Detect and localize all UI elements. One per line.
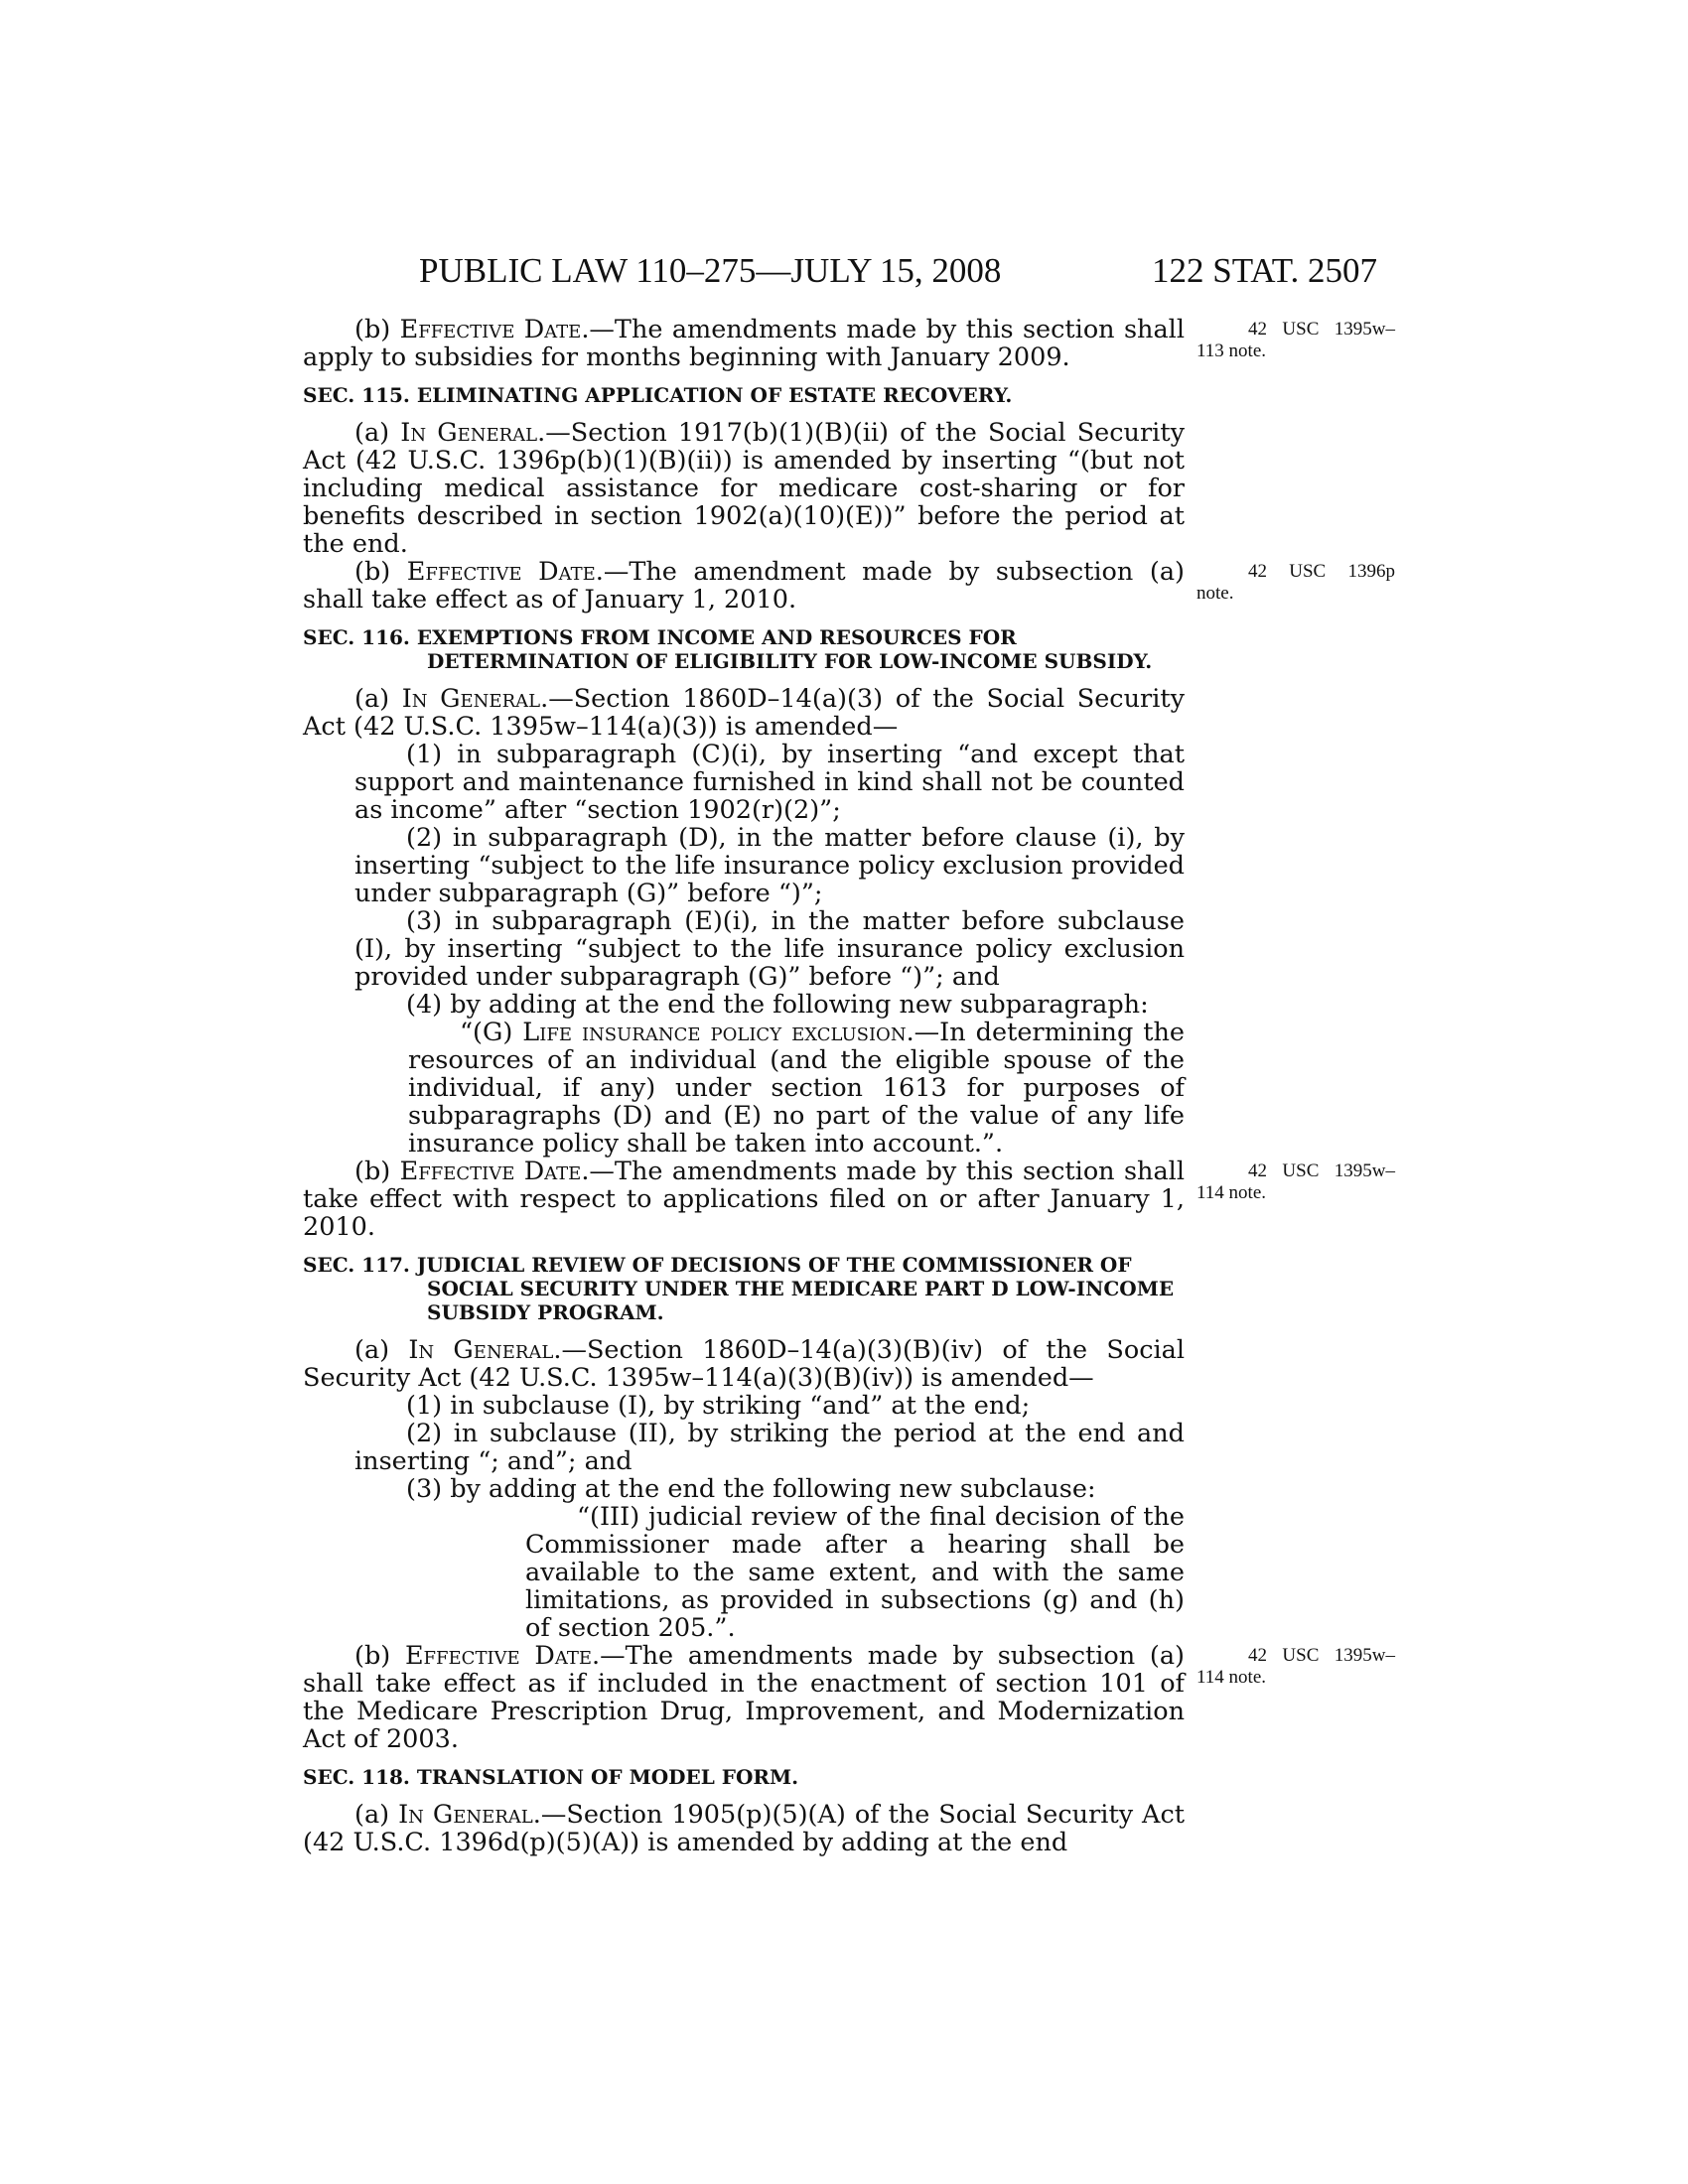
paragraph-item: (3) by adding at the end the following new subclause: xyxy=(406,1474,1096,1504)
effective-date-paragraph: (b) Effective Date.—The amendments made by this section shall take effect with respect to applications filed on or after January 1, 2010. 42 USC 1395w–114 note. xyxy=(303,1157,1395,1242)
effective-date-paragraph: (b) Effective Date.—The amendment made by subsection (a) shall take effect as of January 1, 2010. 42 USC 1396p note. xyxy=(303,557,1395,614)
subparagraph-item: “(G) Life insurance policy exclusion.—In determining the resources of an individual (and the eligible spouse of the individual, if any) under section 1613 for purposes of subparagraphs (D) and (E) no part of the value of any life insurance policy shall be taken into account.”. xyxy=(408,1018,1186,1159)
subsection-paragraph: (a) In General.—Section 1905(p)(5)(A) of the Social Security Act (42 U.S.C. 1396d(p)(5)(A)) is amended by adding at the end xyxy=(303,1800,1185,1857)
section-heading: SEC. 118. TRANSLATION OF MODEL FORM. xyxy=(303,1765,799,1789)
document-body xyxy=(303,315,1395,1857)
section-heading: SEC. 117. JUDICIAL REVIEW OF DECISIONS OF THE COMMISSIONER OF SOCIAL SECURITY UNDER THE MEDICARE PART D LOW-INCOME SUBSIDY PROGRAM. xyxy=(303,1253,1175,1324)
section-heading: SEC. 116. EXEMPTIONS FROM INCOME AND RESOURCES FOR DETERMINATION OF ELIGIBILITY FOR LOW-INCOME SUBSIDY. xyxy=(303,625,1153,673)
margin-note: 42 USC 1396p note. xyxy=(1196,561,1395,604)
paragraph-item: (2) in subclause (II), by striking the period at the end and inserting “; and”; and xyxy=(354,1419,1185,1476)
page-header xyxy=(303,246,1377,296)
effective-date-paragraph: (b) Effective Date.—The amendments made by subsection (a) shall take effect as if included in the enactment of section 101 of the Medicare Prescription Drug, Improvement, and Modernization Act of 2003. 42 USC 1395w–114 note. xyxy=(303,1641,1395,1754)
paragraph-item: (4) by adding at the end the following new subparagraph: xyxy=(406,990,1149,1020)
paragraph-item: (1) in subclause (I), by striking “and” at the end; xyxy=(406,1391,1031,1421)
subclause-item: “(III) judicial review of the final decision of the Commissioner made after a hearing shall be available to the same extent, and with the same limitations, as provided in subsections (g) and (h) of section 205.”. xyxy=(525,1502,1185,1643)
subsection-paragraph: (a) In General.—Section 1917(b)(1)(B)(ii) of the Social Security Act (42 U.S.C. 1396p(b)(1)(B)(ii)) is amended by inserting “(but not including medical assistance for medicare cost-sharing or for benefits described in section 1902(a)(10)(E))” before the period at the end. xyxy=(303,418,1185,559)
statute-page-number: 122 STAT. 2507 xyxy=(1152,251,1377,290)
paragraph-item: (3) in subparagraph (E)(i), in the matter before subclause (I), by inserting “subject to the life insurance policy exclusion provided under subparagraph (G)” before “)”; and xyxy=(354,906,1185,992)
paragraph-item: (2) in subparagraph (D), in the matter before clause (i), by inserting “subject to the life insurance policy exclusion provided under subparagraph (G)” before “)”; xyxy=(354,823,1185,908)
margin-note: 42 USC 1395w–113 note. xyxy=(1196,319,1395,361)
subsection-paragraph: (a) In General.—Section 1860D–14(a)(3)(B)(iv) of the Social Security Act (42 U.S.C. 1395w–114(a)(3)(B)(iv)) is amended— xyxy=(303,1335,1185,1393)
subsection-paragraph: (a) In General.—Section 1860D–14(a)(3) of the Social Security Act (42 U.S.C. 1395w–114(a)(3)) is amended— xyxy=(303,684,1186,742)
margin-note: 42 USC 1395w–114 note. xyxy=(1196,1160,1395,1203)
effective-date-paragraph: (b) Effective Date.—The amendments made by this section shall apply to subsidies for months beginning with January 2009. 42 USC 1395w–113 note. xyxy=(303,315,1395,372)
paragraph-item: (1) in subparagraph (C)(i), by inserting “and except that support and maintenance furnished in kind shall not be counted as income” after “section 1902(r)(2)”; xyxy=(354,740,1185,825)
margin-note: 42 USC 1395w–114 note. xyxy=(1196,1645,1395,1688)
section-heading: SEC. 115. ELIMINATING APPLICATION OF ESTATE RECOVERY. xyxy=(303,383,1013,407)
public-law-citation: PUBLIC LAW 110–275—JULY 15, 2008 xyxy=(419,251,1002,290)
